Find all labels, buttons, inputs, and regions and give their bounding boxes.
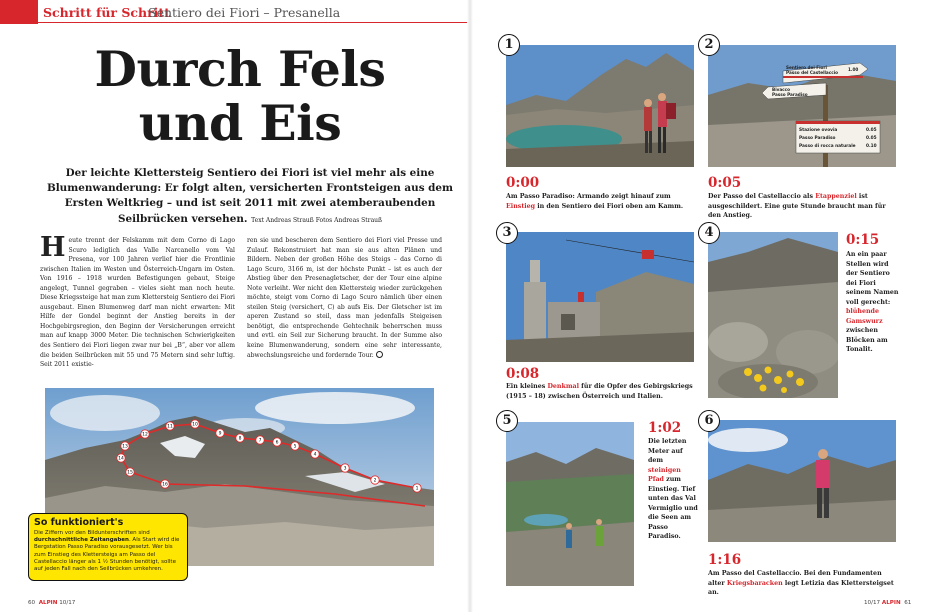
sign3-line2: Passo Paradiso [799, 136, 836, 141]
step-3-photo [506, 232, 694, 362]
route-marker-label: 6 [275, 440, 279, 446]
infobox-title: So funktioniert's [34, 517, 124, 528]
sign-arrow2-line2: Passo Paradiso [772, 92, 808, 97]
sign-arrow1-time: 1.00 [848, 67, 859, 72]
sign-arrow2-line1: Bivacco [772, 87, 791, 92]
step-4-photo [708, 232, 838, 398]
step-6-caption [708, 569, 898, 598]
article-title [40, 42, 440, 150]
route-marker-label: 4 [313, 452, 317, 458]
route-marker-label: 11 [167, 424, 173, 430]
step-5-caption [648, 437, 698, 542]
sign3-line1: Stazione ovovia [799, 128, 838, 133]
dropcap: H [40, 232, 66, 263]
step-6-photo [708, 420, 896, 542]
sign3-time1: 0.05 [866, 128, 877, 133]
step-3-caption [506, 382, 696, 401]
credits: Text Andreas Strauß Fotos Andreas Strauß [251, 216, 383, 224]
route-marker-label: 16 [162, 482, 168, 488]
route-marker-label: 5 [293, 444, 297, 450]
route-marker-label: 8 [238, 436, 242, 442]
step-1-caption-highlight: Einstieg [506, 202, 536, 210]
step-3-number: 3 [496, 222, 518, 244]
infobox-text [34, 530, 182, 573]
infobox-text-bold: durchschnittliche Zeitangaben [34, 537, 129, 544]
title-line-2: und Eis [138, 94, 342, 152]
step-6-number: 6 [698, 410, 720, 432]
route-marker-label: 14 [118, 456, 124, 462]
folio-right [864, 600, 911, 606]
step-2-caption [708, 192, 898, 221]
folio-page: 60 [28, 600, 36, 606]
step-3-time: 0:08 [506, 366, 540, 382]
infobox-text-after: . Als Start wird die Bergstation Passo Paradiso vorausgesetzt. Wer bis zum Einstieg des Klettersteigs am Passo del Castellaccio länger als 1 ½ Stunden benötigt, sollte auf jeden Fall nach den Seilbrücken umkehren. [34, 537, 180, 573]
step-4-time: 0:15 [846, 232, 880, 248]
article-lead [36, 166, 464, 228]
step-4-caption-text: An ein paar Stellen wird der Sentiero dei Fiori seinem Namen voll gerecht: [846, 251, 899, 306]
body-column-2 [247, 236, 442, 360]
header-color-bar [0, 0, 38, 24]
step-5-caption-end: zum Einstieg. Tief unten das Val Vermiglio und die Seen am Passo Paradiso. [648, 476, 698, 540]
step-1-caption-text: Am Passo Paradiso: Armando zeigt hinauf zum [506, 193, 671, 200]
end-mark-icon [376, 351, 383, 358]
step-6-caption-text: Am Passo del Castellaccio. Bei den Fundamenten alter [708, 570, 882, 587]
step-2-time: 0:05 [708, 175, 742, 191]
route-marker-label: 15 [127, 470, 133, 476]
folio-brand: ALPIN [881, 600, 901, 606]
route-marker-label: 10 [192, 422, 198, 428]
step-3-caption-highlight: Denkmal [547, 383, 579, 390]
article-subject: Sentiero dei Fiori – Presanella [148, 5, 341, 20]
step-1-caption-end: in den Sentiero dei Fiori oben am Kamm. [535, 202, 684, 210]
sign3-line3: Passo di rocca naturale [799, 144, 856, 149]
step-4-caption-end: zwischen Blöcken am Tonalit. [846, 327, 888, 353]
sign-arrow1-line2: Passo del Castellaccio [786, 70, 839, 75]
sign3-time2: 0.05 [866, 136, 877, 141]
step-2-number: 2 [698, 34, 720, 56]
step-2-caption-end: ist ausgeschildert. Eine gute Stunde braucht man für den Anstieg. [708, 193, 886, 219]
step-1-photo [506, 45, 694, 167]
header-rule [0, 22, 468, 23]
right-page [472, 0, 940, 612]
folio-brand: ALPIN [38, 600, 58, 606]
step-6-caption-end: legt Letizia das Klettersteigset an. [708, 579, 894, 596]
column-2-text: ren sie und bescheren dem Sentiero dei Fiori viel Presse und Zulauf. Rekonstruiert hat man sie aus alten Plänen und Bildern. Neben der großen Höhe des Steigs – das Corno di Lago Scuro, 3166 m, ist der höchste Punkt – ist es auch der Abstieg über den Presenagletscher, der der Tour eine alpine Note verleiht. Wer nicht den Klettersteig wieder zurückgehen möchte, steigt vom Corno di Lago Scuro nämlich über einen steilen Steig (versichert, C) ab aufs Eis. Der Gletscher ist im aperen Zustand so steil, dass man jedenfalls Steigeisen benötigt, die entsprechende Gehtechnik beherrschen muss und evtl. ein Seil zur Sicherung braucht. In der Summe also keine Blumenwanderung, sondern eine sehr interessante, abwechslungsreiche und fordernde Tour. [247, 237, 442, 359]
step-6-time: 1:16 [708, 552, 742, 568]
page-header [0, 0, 468, 24]
body-column-1 [40, 232, 235, 370]
step-5-number: 5 [496, 410, 518, 432]
route-marker-label: 3 [343, 466, 347, 472]
title-line-1: Durch Fels [94, 40, 386, 98]
folio-left [28, 600, 75, 606]
lead-text: Der leichte Klettersteig Sentiero dei Fiori ist viel mehr als eine Blumenwanderung: Er folgt alten, versicherten Frontsteigen aus dem Ersten Weltkrieg – und ist seit 2011 mit zwei atemberaubenden Seilbrücken versehen. [46, 167, 454, 225]
step-2-caption-text: Der Passo del Castellaccio als [708, 193, 816, 200]
step-5-photo [506, 422, 634, 586]
route-marker-label: 1 [415, 486, 419, 492]
infobox-text-before: Die Ziffern vor den Bildunterschriften sind [34, 530, 150, 536]
step-4-number: 4 [698, 222, 720, 244]
route-marker-label: 2 [373, 478, 377, 484]
left-page [0, 0, 468, 612]
step-2-caption-highlight: Etappenziel [815, 193, 857, 200]
sign-arrow1-line1: Sentiero dei Fiori [786, 65, 827, 70]
step-5-caption-text: Die letzten Meter auf dem [648, 438, 687, 464]
step-2-photo [708, 45, 896, 167]
step-3-caption-text: Ein kleines [506, 383, 548, 390]
step-1-time: 0:00 [506, 175, 540, 191]
route-marker-label: 12 [142, 432, 148, 438]
step-5-caption-highlight: steinigen Pfad [648, 466, 681, 483]
step-4-caption-highlight: blühende Gamswurz [846, 308, 883, 325]
route-marker-label: 13 [122, 444, 128, 450]
step-6-caption-highlight: Kriegsbaracken [726, 579, 783, 587]
folio-issue: 10/17 [59, 600, 76, 606]
folio-issue: 10/17 [864, 600, 881, 606]
folio-page: 61 [904, 600, 912, 606]
step-3-caption-end: für die Opfer des Gebirgskriegs (1915 – 18) zwischen Österreich und Italien. [506, 383, 693, 400]
step-1-caption [506, 192, 696, 211]
rubric-label: Schritt für Schritt [43, 5, 170, 20]
step-5-time: 1:02 [648, 420, 682, 436]
route-marker-label: 7 [258, 438, 262, 444]
step-1-number: 1 [498, 34, 520, 56]
how-it-works-box [28, 513, 188, 581]
sign3-time3: 0.10 [866, 144, 877, 149]
route-marker-label: 9 [218, 431, 222, 437]
column-1-text: eute trennt der Felskamm mit dem Corno di Lago Scuro lediglich das Valle Narcanello vom Val Presena, vor 100 Jahren verlief hier die Frontlinie zwischen Italien im Westen und Österreich-Ungarn im Osten. Von 1916 – 1918 wurden Befestigungen gebaut, Steige angelegt, Tunnel gegraben – vieles sieht man noch heute. Diese Kriegssteige hat man zum Klettersteig Sentiero dei Fiori ausgebaut. Einen Blumenweg darf man nicht erwarten: Mit Hilfe der Gondel beginnt der Anstieg bereits in der Hochgebirgsregion, den Beginn der Versicherungen erreicht man auf knapp 3000 Meter. Die technischen Schwierigkeiten des Sentiero dei Fiori liegen zwar nur bei „B“, aber vor allem die beiden Seilbrücken mit 55 und 75 Metern sind sehr luftig. Seit 2011 existie- [40, 237, 235, 369]
step-4-caption [846, 250, 902, 355]
